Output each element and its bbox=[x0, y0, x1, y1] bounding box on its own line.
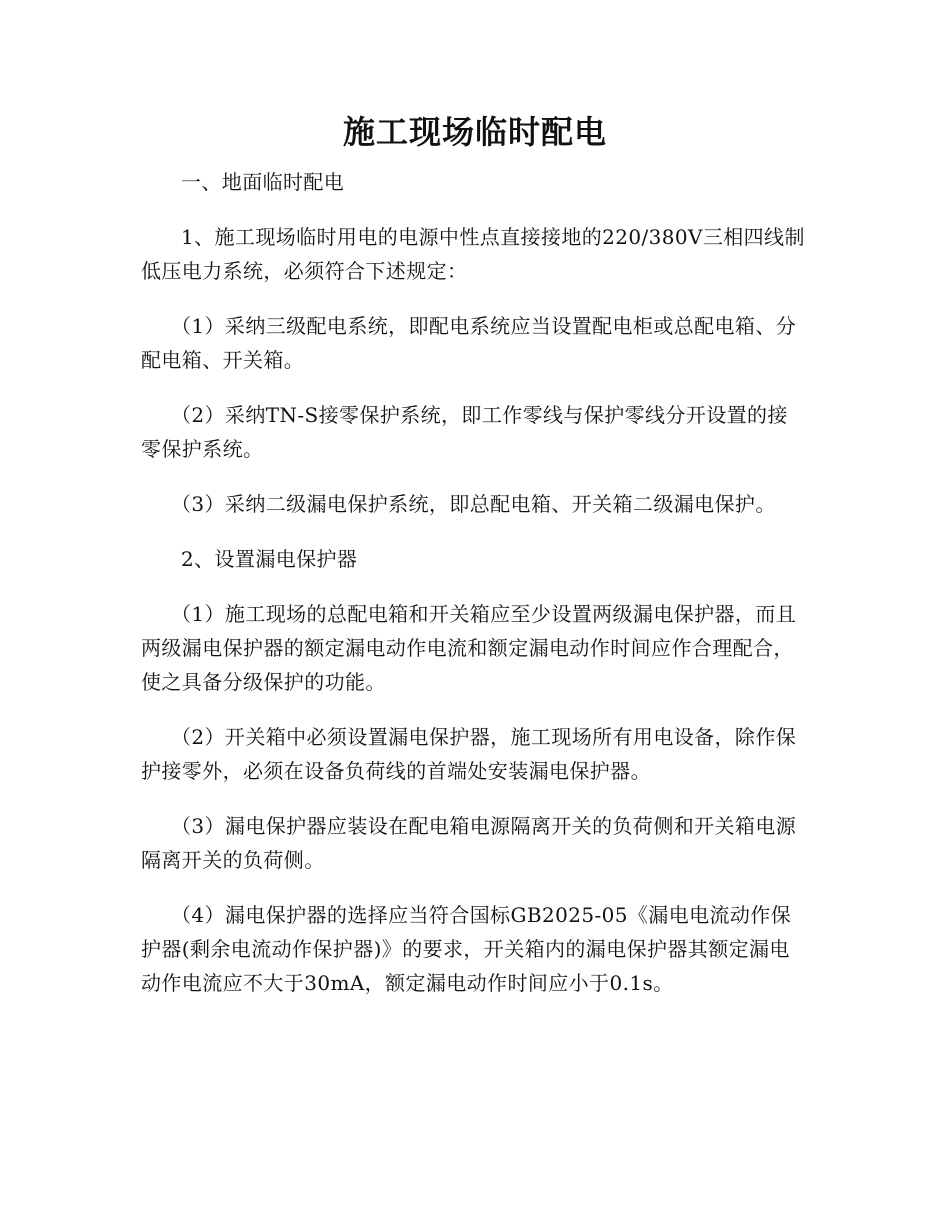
list-item-two-level-protectors: （1）施工现场的总配电箱和开关箱应至少设置两级漏电保护器，而且两级漏电保护器的额定漏电动作电流和额定漏电动作时间应作合理配合，使之具备分级保护的功能。 bbox=[141, 602, 797, 694]
document-title: 施工现场临时配电 bbox=[342, 113, 607, 151]
list-item-protector-standard: （4）漏电保护器的选择应当符合国标GB2025-05《漏电电流动作保护器(剩余电流动作保护器)》的要求，开关箱内的漏电保护器其额定漏电动作电流应不大于30mA，额定漏电动作时间应小于0.1s。 bbox=[141, 903, 792, 995]
document-body bbox=[141, 165, 806, 1021]
list-item-two-level-leakage: （3）采纳二级漏电保护系统，即总配电箱、开关箱二级漏电保护。 bbox=[171, 492, 776, 516]
list-item-switch-box-protector: （2）开关箱中必须设置漏电保护器，施工现场所有用电设备，除作保护接零外，必须在设备负荷线的首端处安装漏电保护器。 bbox=[141, 725, 797, 783]
section-heading-ground-distribution: 一、地面临时配电 bbox=[181, 170, 345, 194]
list-item-three-level-distribution: （1）采纳三级配电系统，即配电系统应当设置配电柜或总配电箱、分配电箱、开关箱。 bbox=[141, 314, 797, 372]
section-heading-leakage-protector: 2、设置漏电保护器 bbox=[181, 547, 358, 571]
list-item-tn-s-system: （2）采纳TN-S接零保护系统，即工作零线与保护零线分开设置的接零保护系统。 bbox=[141, 403, 788, 461]
list-item-protector-placement: （3）漏电保护器应装设在配电箱电源隔离开关的负荷侧和开关箱电源隔离开关的负荷侧。 bbox=[141, 814, 797, 872]
paragraph-power-system-rule: 1、施工现场临时用电的电源中性点直接接地的220/380V三相四线制低压电力系统，必须符合下述规定： bbox=[141, 225, 805, 283]
